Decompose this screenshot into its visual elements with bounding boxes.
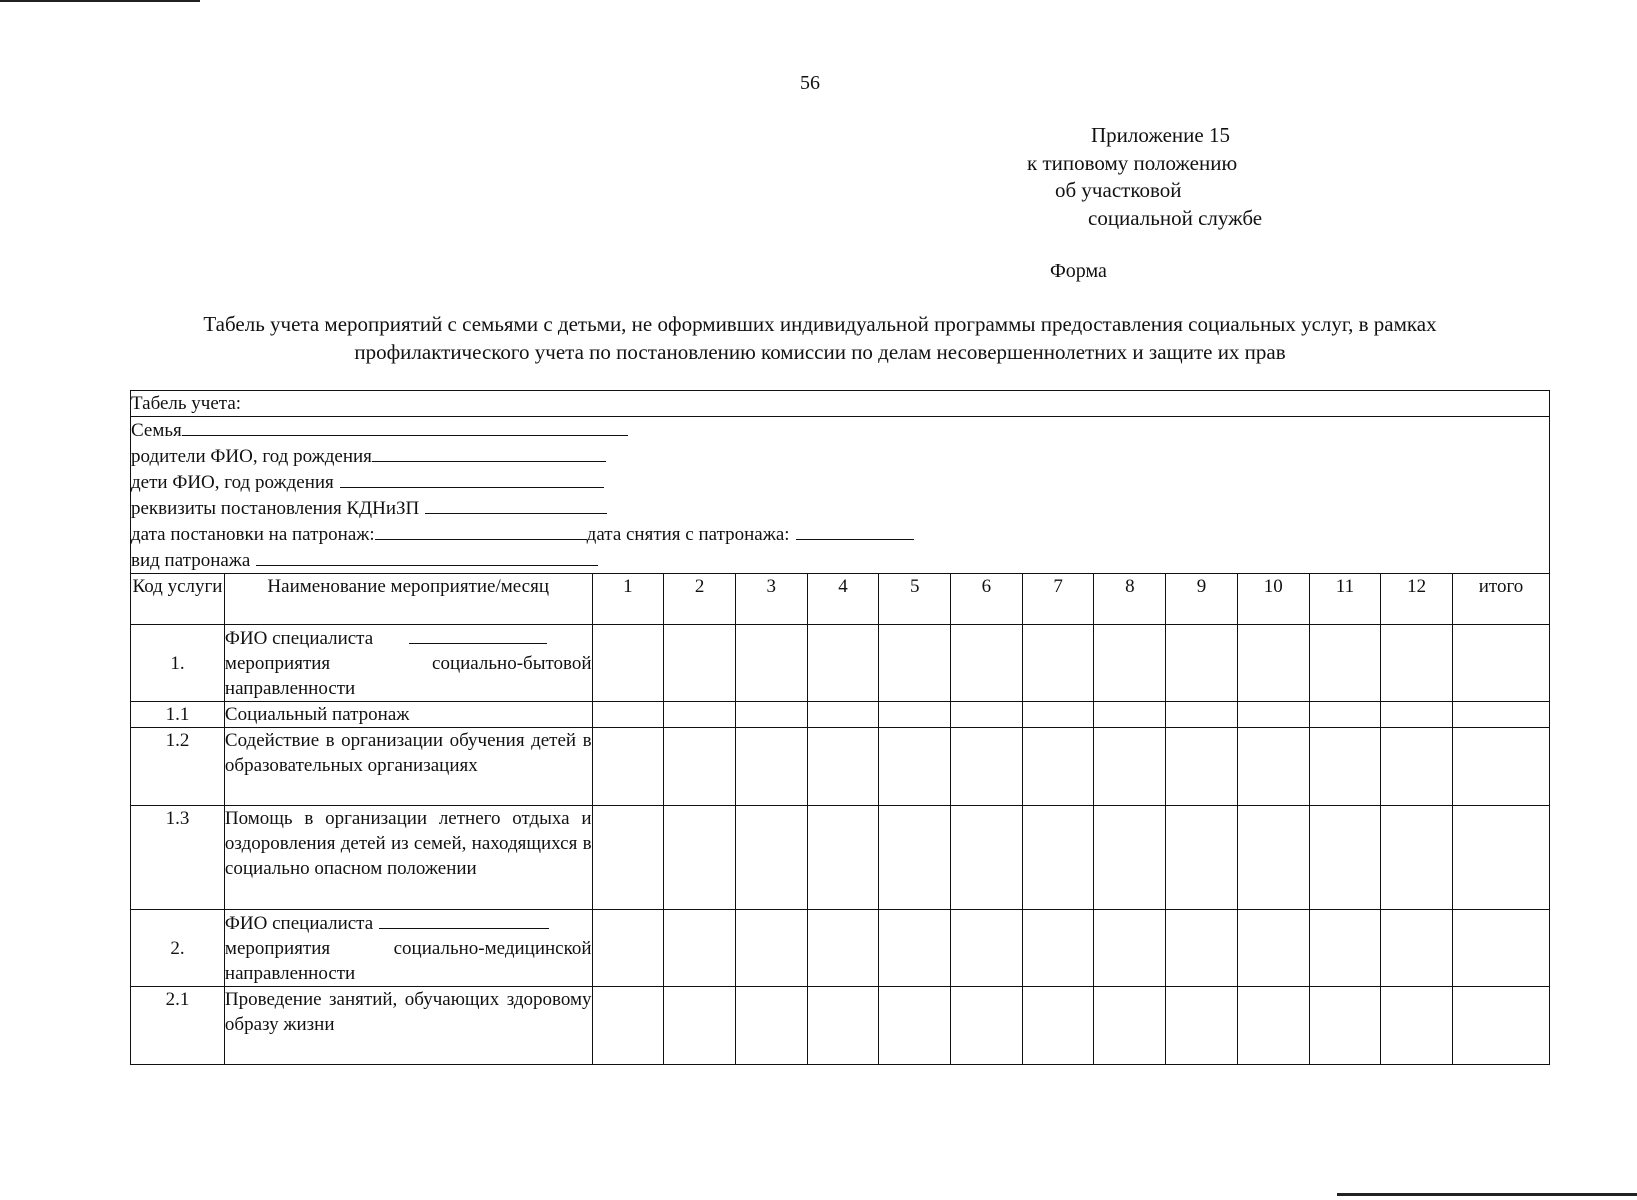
month-cell[interactable] xyxy=(592,910,664,987)
parents-field[interactable] xyxy=(372,443,606,462)
page-number: 56 xyxy=(800,72,820,94)
total-cell[interactable] xyxy=(1452,702,1549,728)
col-header-month-4: 4 xyxy=(807,574,879,625)
col-header-month-10: 10 xyxy=(1237,574,1309,625)
month-cell[interactable] xyxy=(664,625,736,702)
table-row xyxy=(131,728,1550,806)
col-header-month-1: 1 xyxy=(592,574,664,625)
appendix-line-2: к типовому положению xyxy=(1027,150,1238,175)
row-code: 1.3 xyxy=(131,806,225,910)
col-header-month-3: 3 xyxy=(735,574,807,625)
appendix-line-1: Приложение 15 xyxy=(1091,123,1230,147)
end-date-field[interactable] xyxy=(796,521,914,540)
row-name: Помощь в организации летнего отдыха и оздоровления детей из семей, находящихся в социально опасном положении xyxy=(224,806,592,910)
children-line xyxy=(131,469,1549,495)
specialist-field[interactable] xyxy=(379,910,549,929)
specialist-line xyxy=(225,910,592,936)
month-cell[interactable] xyxy=(1381,702,1453,728)
scan-edge-top xyxy=(0,0,200,2)
month-cell[interactable] xyxy=(735,910,807,987)
patronage-type-line xyxy=(131,547,1549,573)
month-cell[interactable] xyxy=(592,625,664,702)
total-cell[interactable] xyxy=(1452,625,1549,702)
col-header-month-6: 6 xyxy=(951,574,1023,625)
month-cell[interactable] xyxy=(1022,702,1094,728)
total-cell[interactable] xyxy=(1452,806,1549,910)
table-row xyxy=(131,806,1550,910)
family-line xyxy=(131,417,1549,443)
month-cell[interactable] xyxy=(735,987,807,1065)
table-row xyxy=(131,910,1550,987)
total-cell[interactable] xyxy=(1452,987,1549,1065)
table-row xyxy=(131,987,1550,1065)
month-cell[interactable] xyxy=(1094,987,1166,1065)
month-cell[interactable] xyxy=(1237,728,1309,806)
month-cell[interactable] xyxy=(879,702,951,728)
month-cell[interactable] xyxy=(664,728,736,806)
month-cell[interactable] xyxy=(664,910,736,987)
month-cell[interactable] xyxy=(1094,702,1166,728)
row-name-cell xyxy=(224,625,592,702)
resolution-label: реквизиты постановления КДНиЗП xyxy=(131,498,420,519)
patronage-type-field[interactable] xyxy=(256,547,598,566)
month-cell[interactable] xyxy=(951,702,1023,728)
month-cell[interactable] xyxy=(1309,806,1381,910)
col-header-month-11: 11 xyxy=(1309,574,1381,625)
month-cell[interactable] xyxy=(664,987,736,1065)
month-cell[interactable] xyxy=(592,728,664,806)
col-header-month-7: 7 xyxy=(1022,574,1094,625)
month-cell[interactable] xyxy=(879,625,951,702)
appendix-line-4: социальной службе xyxy=(1088,205,1263,230)
month-cell[interactable] xyxy=(1381,910,1453,987)
col-header-name: Наименование мероприятие/месяц xyxy=(224,574,592,625)
table-header-title: Табель учета: xyxy=(131,393,242,414)
month-cell[interactable] xyxy=(1309,702,1381,728)
row-name-cell xyxy=(224,910,592,987)
month-cell[interactable] xyxy=(1166,625,1238,702)
appendix-line-3: об участковой xyxy=(1055,178,1182,202)
month-cell[interactable] xyxy=(735,625,807,702)
month-cell[interactable] xyxy=(807,728,879,806)
month-cell[interactable] xyxy=(1166,806,1238,910)
column-header-row xyxy=(131,574,1550,625)
month-cell[interactable] xyxy=(1022,625,1094,702)
month-cell[interactable] xyxy=(1237,702,1309,728)
col-header-month-2: 2 xyxy=(664,574,736,625)
month-cell[interactable] xyxy=(1309,728,1381,806)
scan-edge-bottom xyxy=(1337,1193,1637,1196)
month-cell[interactable] xyxy=(807,625,879,702)
month-cell[interactable] xyxy=(1381,728,1453,806)
parents-line xyxy=(131,443,1549,469)
row-code: 1.2 xyxy=(131,728,225,806)
specialist-label: ФИО специалиста xyxy=(224,628,374,649)
start-date-label: дата постановки на патронаж: xyxy=(131,524,375,545)
row-name: Содействие в организации обучения детей в образовательных организациях xyxy=(224,728,592,806)
start-date-field[interactable] xyxy=(375,521,587,540)
row-code: 2.1 xyxy=(131,987,225,1065)
row-code: 2. xyxy=(131,910,225,987)
document-title xyxy=(110,310,1530,366)
month-cell[interactable] xyxy=(1237,910,1309,987)
month-cell[interactable] xyxy=(951,987,1023,1065)
month-cell[interactable] xyxy=(879,728,951,806)
children-label: дети ФИО, год рождения xyxy=(131,472,334,493)
month-cell[interactable] xyxy=(664,806,736,910)
month-cell[interactable] xyxy=(807,987,879,1065)
month-cell[interactable] xyxy=(735,806,807,910)
row-name: мероприятия социально-бытовой направленности xyxy=(224,653,592,699)
col-header-month-8: 8 xyxy=(1094,574,1166,625)
month-cell[interactable] xyxy=(592,987,664,1065)
record-table xyxy=(130,390,1550,1065)
resolution-field[interactable] xyxy=(425,495,607,514)
family-label: Семья xyxy=(131,420,182,441)
col-header-total: итого xyxy=(1452,574,1549,625)
month-cell[interactable] xyxy=(951,806,1023,910)
month-cell[interactable] xyxy=(735,702,807,728)
month-cell[interactable] xyxy=(1309,987,1381,1065)
title-line-1: Табель учета мероприятий с семьями с детьми, не оформивших индивидуальной программы предоставления социальных услуг, в рамках xyxy=(203,312,1437,336)
total-cell[interactable] xyxy=(1452,728,1549,806)
parents-label: родители ФИО, год рождения xyxy=(131,446,372,467)
col-header-month-5: 5 xyxy=(879,574,951,625)
row-code: 1.1 xyxy=(131,702,225,728)
row-name: Проведение занятий, обучающих здоровому образу жизни xyxy=(224,987,592,1065)
month-cell[interactable] xyxy=(1094,625,1166,702)
month-cell[interactable] xyxy=(951,728,1023,806)
month-cell[interactable] xyxy=(1237,806,1309,910)
month-cell[interactable] xyxy=(592,806,664,910)
specialist-label: ФИО специалиста xyxy=(224,913,374,934)
specialist-line xyxy=(225,625,592,651)
appendix-block xyxy=(1020,122,1262,232)
month-cell[interactable] xyxy=(664,702,736,728)
patronage-type-label: вид патронажа xyxy=(131,550,251,571)
month-cell[interactable] xyxy=(951,625,1023,702)
month-cell[interactable] xyxy=(592,702,664,728)
month-cell[interactable] xyxy=(807,910,879,987)
family-info-cell xyxy=(131,417,1550,574)
month-cell[interactable] xyxy=(1022,987,1094,1065)
row-name: мероприятия социально-медицинской направленности xyxy=(224,938,592,984)
row-name: Социальный патронаж xyxy=(224,702,592,728)
month-cell[interactable] xyxy=(1381,987,1453,1065)
specialist-field[interactable] xyxy=(409,625,547,644)
month-cell[interactable] xyxy=(1166,910,1238,987)
month-cell[interactable] xyxy=(879,806,951,910)
month-cell[interactable] xyxy=(879,910,951,987)
form-label: Форма xyxy=(1050,260,1107,282)
month-cell[interactable] xyxy=(951,910,1023,987)
row-code: 1. xyxy=(131,625,225,702)
month-cell[interactable] xyxy=(1309,910,1381,987)
month-cell[interactable] xyxy=(1022,910,1094,987)
month-cell[interactable] xyxy=(1166,987,1238,1065)
table-row xyxy=(131,625,1550,702)
table-header-cell xyxy=(131,391,1550,417)
month-cell[interactable] xyxy=(1094,728,1166,806)
month-cell[interactable] xyxy=(1022,806,1094,910)
family-field[interactable] xyxy=(182,417,628,436)
total-cell[interactable] xyxy=(1452,910,1549,987)
month-cell[interactable] xyxy=(1094,910,1166,987)
month-cell[interactable] xyxy=(1022,728,1094,806)
month-cell[interactable] xyxy=(807,806,879,910)
month-cell[interactable] xyxy=(879,987,951,1065)
col-header-month-9: 9 xyxy=(1166,574,1238,625)
children-field[interactable] xyxy=(340,469,604,488)
month-cell[interactable] xyxy=(1166,702,1238,728)
month-cell[interactable] xyxy=(1237,625,1309,702)
title-line-2: профилактического учета по постановлению комиссии по делам несовершеннолетних и защите их прав xyxy=(354,340,1286,364)
patronage-dates-line xyxy=(131,521,1549,547)
resolution-line xyxy=(131,495,1549,521)
month-cell[interactable] xyxy=(1166,728,1238,806)
month-cell[interactable] xyxy=(1309,625,1381,702)
month-cell[interactable] xyxy=(1237,987,1309,1065)
month-cell[interactable] xyxy=(1381,625,1453,702)
month-cell[interactable] xyxy=(1094,806,1166,910)
end-date-label: дата снятия с патронажа: xyxy=(586,524,790,545)
month-cell[interactable] xyxy=(807,702,879,728)
col-header-code: Код услуги xyxy=(131,574,225,625)
col-header-month-12: 12 xyxy=(1381,574,1453,625)
month-cell[interactable] xyxy=(1381,806,1453,910)
table-row xyxy=(131,702,1550,728)
month-cell[interactable] xyxy=(735,728,807,806)
